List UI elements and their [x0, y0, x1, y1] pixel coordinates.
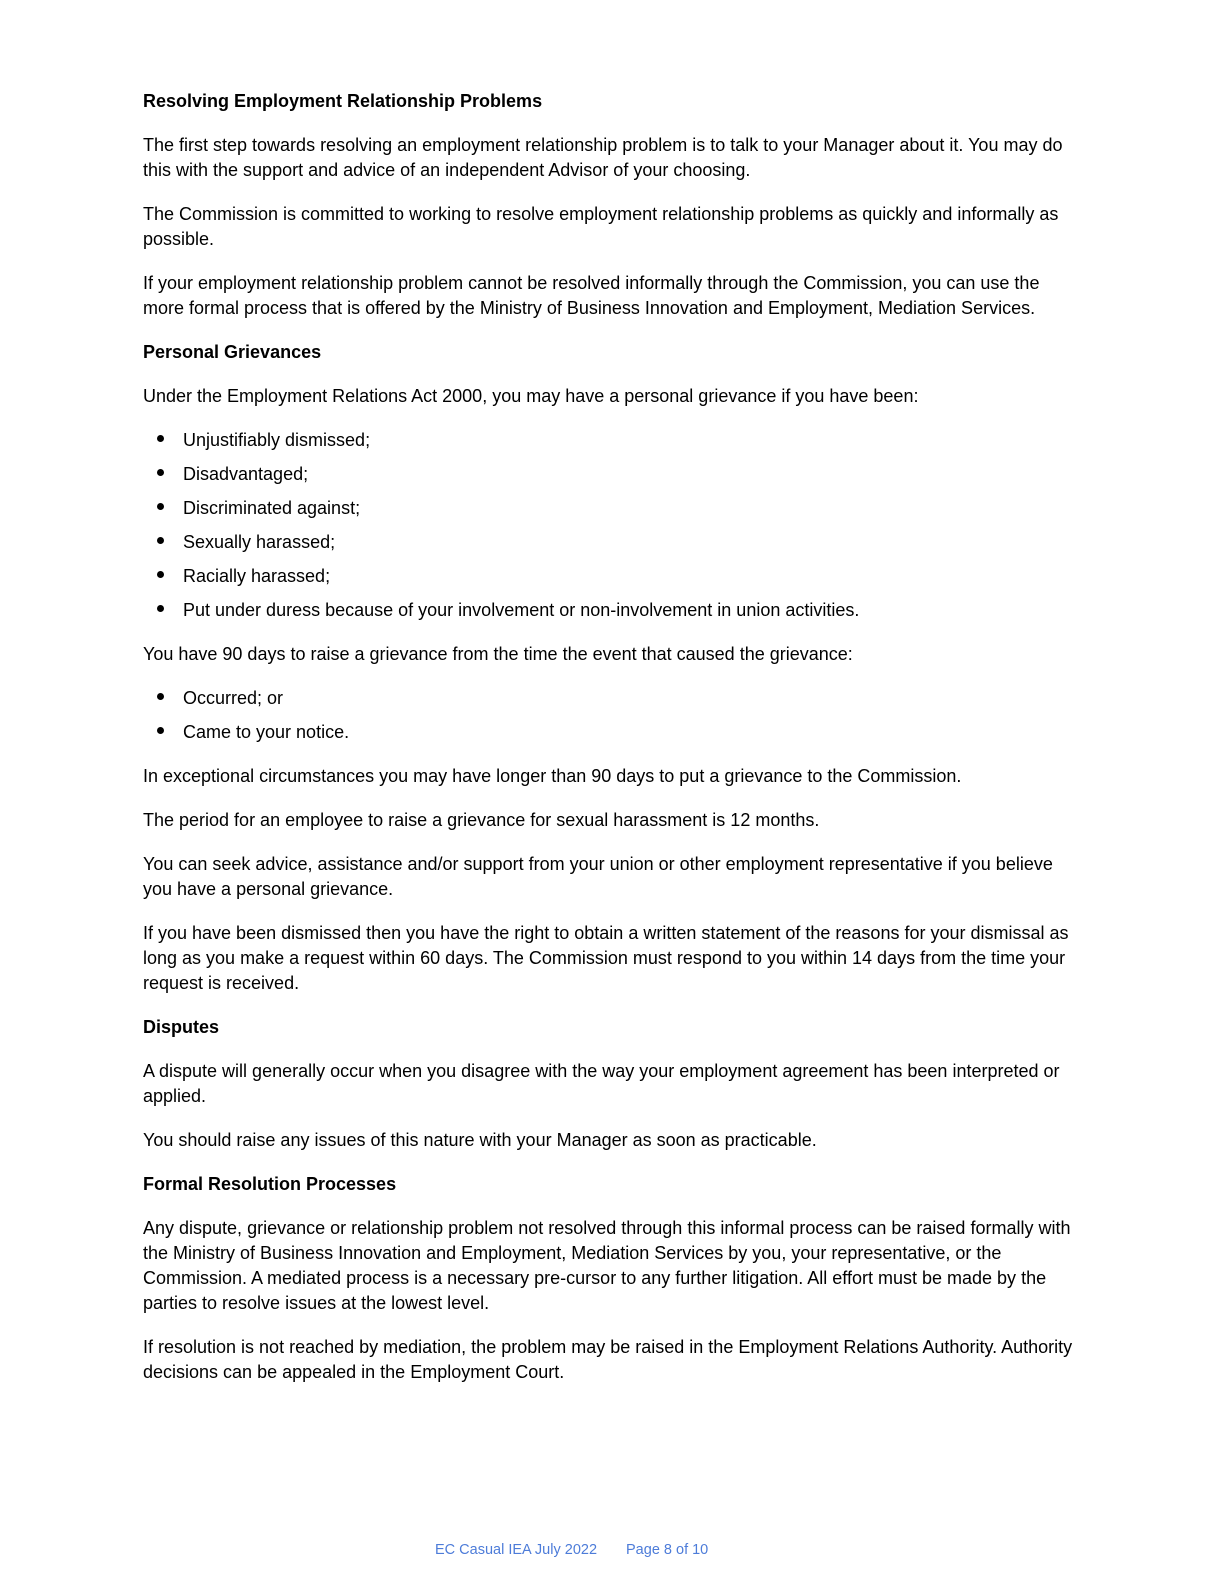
page-footer	[435, 1541, 708, 1559]
bullet-list	[143, 686, 1083, 745]
document-body	[143, 89, 1083, 1404]
paragraph: In exceptional circumstances you may have longer than 90 days to put a grievance to the Commission.	[143, 766, 962, 786]
list-item: Unjustifiably dismissed;	[143, 428, 1083, 453]
paragraph: You have 90 days to raise a grievance from the time the event that caused the grievance:	[143, 644, 853, 664]
list-item: Discriminated against;	[143, 496, 1083, 521]
paragraph: You can seek advice, assistance and/or support from your union or other employment representative if you believe you have a personal grievance.	[143, 854, 1053, 899]
list-item: Racially harassed;	[143, 564, 1083, 589]
paragraph: If your employment relationship problem cannot be resolved informally through the Commission, you can use the more formal process that is offered by the Ministry of Business Innovation and Employment, Mediation Services.	[143, 273, 1040, 318]
section-heading: Formal Resolution Processes	[143, 1174, 397, 1194]
bullet-list	[143, 428, 1083, 623]
footer-page-number: Page 8 of 10	[626, 1542, 709, 1558]
paragraph: If you have been dismissed then you have the right to obtain a written statement of the reasons for your dismissal as long as you make a request within 60 days. The Commission must respond to you within 14 days from the time your request is received.	[143, 923, 1069, 993]
paragraph: Under the Employment Relations Act 2000, you may have a personal grievance if you have been:	[143, 386, 919, 406]
section-heading: Disputes	[143, 1017, 220, 1037]
paragraph: The first step towards resolving an employment relationship problem is to talk to your Manager about it. You may do this with the support and advice of an independent Advisor of your choosing.	[143, 135, 1063, 180]
paragraph: You should raise any issues of this nature with your Manager as soon as practicable.	[143, 1130, 817, 1150]
paragraph: The Commission is committed to working to resolve employment relationship problems as quickly and informally as possible.	[143, 204, 1059, 249]
section-heading: Resolving Employment Relationship Problems	[143, 91, 543, 111]
footer-document-label: EC Casual IEA July 2022	[435, 1542, 598, 1558]
paragraph: A dispute will generally occur when you disagree with the way your employment agreement has been interpreted or applied.	[143, 1061, 1060, 1106]
list-item: Occurred; or	[143, 686, 1083, 711]
list-item: Disadvantaged;	[143, 462, 1083, 487]
paragraph: The period for an employee to raise a grievance for sexual harassment is 12 months.	[143, 810, 820, 830]
section-heading: Personal Grievances	[143, 342, 322, 362]
paragraph: If resolution is not reached by mediation, the problem may be raised in the Employment Relations Authority. Authority decisions can be appealed in the Employment Court.	[143, 1337, 1073, 1382]
list-item: Came to your notice.	[143, 720, 1083, 745]
list-item: Put under duress because of your involvement or non-involvement in union activities.	[143, 598, 1083, 623]
list-item: Sexually harassed;	[143, 530, 1083, 555]
paragraph: Any dispute, grievance or relationship problem not resolved through this informal process can be raised formally with the Ministry of Business Innovation and Employment, Mediation Services by you, your representative, or the Commission. A mediated process is a necessary pre-cursor to any further litigation. All effort must be made by the parties to resolve issues at the lowest level.	[143, 1218, 1071, 1313]
